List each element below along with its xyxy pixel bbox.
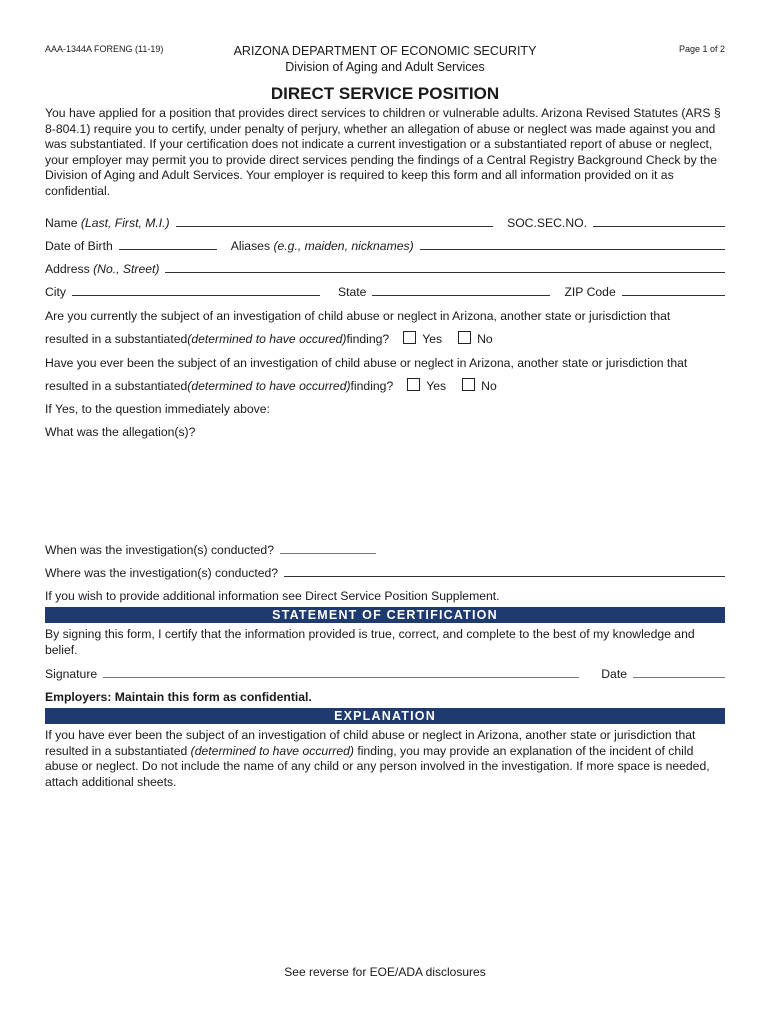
where-field[interactable]	[284, 575, 725, 577]
dob-field[interactable]	[119, 248, 217, 250]
zip-label: ZIP Code	[564, 285, 616, 299]
q2-yes-label: Yes	[426, 379, 447, 393]
employers-note: Employers: Maintain this form as confidential.	[45, 690, 312, 704]
address-label: Address (No., Street)	[45, 262, 160, 276]
aliases-label: Aliases (e.g., maiden, nicknames)	[230, 239, 414, 253]
q1-no-checkbox[interactable]	[458, 331, 471, 344]
q2-no-label: No	[481, 379, 497, 393]
explanation-banner: EXPLANATION	[45, 708, 725, 724]
name-field[interactable]	[176, 225, 493, 227]
form-title: DIRECT SERVICE POSITION	[270, 84, 500, 103]
q1-no-label: No	[477, 332, 493, 346]
state-field[interactable]	[372, 294, 550, 296]
dob-label: Date of Birth	[45, 239, 113, 253]
q2-yes-checkbox[interactable]	[407, 378, 420, 391]
zip-field[interactable]	[622, 294, 725, 296]
where-label: Where was the investigation(s) conducted?	[45, 566, 279, 580]
intro-paragraph: You have applied for a position that provides direct services to children or vulnerable adults. Arizona Revised Statutes (ARS § 8-804.1) require you to certify, under penalty of perjury, whether an allegation of abuse or neglect was made against you and was substantiated. If your certification does not indicate a current investigation or a substantiated report of abuse or neglect, your employer may permit you to provide direct services pending the findings of a Central Registry Background Check by the Division of Aging and Adult Services. Your employer is required to keep this form and all information provided on it as confidential.	[45, 106, 721, 198]
q1-yes-checkbox[interactable]	[403, 331, 416, 344]
ssn-label: SOC.SEC.NO.	[507, 216, 587, 230]
allegation-label: What was the allegation(s)?	[45, 425, 196, 439]
date-field[interactable]	[633, 676, 725, 678]
dob-row	[45, 235, 725, 253]
form-code: AAA-1344A FORENG (11-19)	[45, 44, 164, 54]
question-1-line-1: Are you currently the subject of an investigation of child abuse or neglect in Arizona, another state or jurisdiction that	[45, 309, 671, 323]
certification-text: By signing this form, I certify that the information provided is true, correct, and complete to the best of my knowledge and belief.	[45, 627, 695, 657]
when-row	[45, 539, 725, 557]
signature-label: Signature	[45, 667, 98, 681]
city-label: City	[45, 285, 66, 299]
where-row	[45, 562, 725, 580]
footer-note: See reverse for EOE/ADA disclosures	[284, 965, 486, 979]
question-1-line-2: resulted in a substantiated (determined to have occured) finding? Yes No	[45, 332, 493, 346]
name-label: Name (Last, First, M.I.)	[45, 216, 170, 230]
signature-row	[45, 663, 725, 681]
when-label: When was the investigation(s) conducted?	[45, 543, 274, 557]
explanation-text: If you have ever been the subject of an investigation of child abuse or neglect in Arizona, another state or jurisdiction that resulted in a substantiated (determined to have occurred) finding, you may provide an explanation of the incident of child abuse or neglect. Do not include the name of any child or any person involved in the investigation. If more space is needed, attach additional sheets.	[45, 728, 710, 789]
address-field[interactable]	[165, 271, 725, 273]
question-2-line-1: Have you ever been the subject of an investigation of child abuse or neglect in Arizona, another state or jurisdiction that	[45, 356, 688, 370]
ssn-field[interactable]	[593, 225, 725, 227]
aliases-field[interactable]	[420, 248, 725, 250]
agency-name: ARIZONA DEPARTMENT OF ECONOMIC SECURITY	[233, 44, 537, 58]
name-row	[45, 212, 725, 230]
page-number: Page 1 of 2	[678, 44, 725, 54]
when-field[interactable]	[280, 552, 376, 554]
signature-field[interactable]	[103, 676, 579, 678]
question-2-line-2: resulted in a substantiated (determined to have occurred) finding? Yes No	[45, 379, 497, 393]
division-name: Division of Aging and Adult Services	[285, 60, 485, 74]
certification-banner: STATEMENT OF CERTIFICATION	[45, 607, 725, 623]
city-field[interactable]	[72, 294, 320, 296]
city-row	[45, 281, 725, 299]
date-label: Date	[601, 667, 627, 681]
if-yes-text: If Yes, to the question immediately above:	[45, 402, 270, 416]
state-label: State	[338, 285, 367, 299]
explanation-field[interactable]	[45, 795, 725, 955]
q1-yes-label: Yes	[422, 332, 443, 346]
allegation-field[interactable]	[45, 444, 725, 536]
supplement-note: If you wish to provide additional information see Direct Service Position Supplement.	[45, 589, 500, 603]
q2-no-checkbox[interactable]	[462, 378, 475, 391]
address-row	[45, 258, 725, 276]
